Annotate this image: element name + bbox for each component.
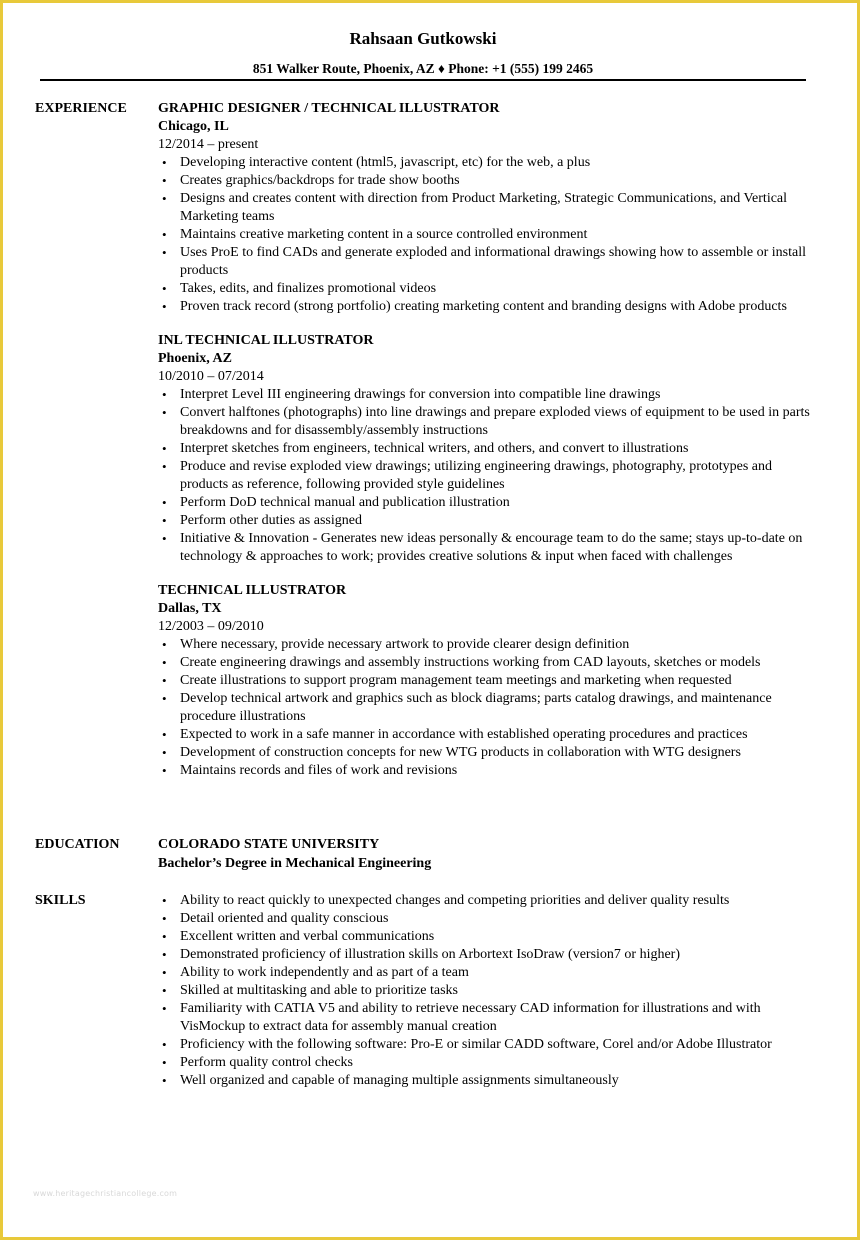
job-location: Chicago, IL xyxy=(158,119,229,134)
candidate-name: Rahsaan Gutkowski xyxy=(349,29,497,48)
skills-list xyxy=(158,892,818,1090)
list-item: • Interpret sketches from engineers, technical writers, and others, and convert to illustrations xyxy=(158,440,818,458)
job-location: Dallas, TX xyxy=(158,601,222,616)
job-dates: 10/2010 – 07/2014 xyxy=(158,369,264,384)
job-bullets xyxy=(158,386,818,566)
job-bullets xyxy=(158,154,818,316)
list-item: • Creates graphics/backdrops for trade show booths xyxy=(158,172,818,190)
list-item: • Expected to work in a safe manner in accordance with established operating procedures and practices xyxy=(158,726,818,744)
list-item: • Create illustrations to support program management team meetings and marketing when requested xyxy=(158,672,818,690)
list-item: • Well organized and capable of managing multiple assignments simultaneously xyxy=(158,1072,818,1090)
degree-name: Bachelor’s Degree in Mechanical Engineering xyxy=(158,856,432,871)
list-item: • Skilled at multitasking and able to prioritize tasks xyxy=(158,982,818,1000)
list-item: • Detail oriented and quality conscious xyxy=(158,910,818,928)
list-item: • Initiative & Innovation - Generates new ideas personally & encourage team to do the same; stays up-to-date on technology & approaches to work; provides creative solutions & input when faced with challenges xyxy=(158,530,818,566)
list-item: • Proven track record (strong portfolio) creating marketing content and branding designs with Adobe products xyxy=(158,298,818,316)
list-item: • Ability to work independently and as part of a team xyxy=(158,964,818,982)
watermark-text: www.heritagechristiancollege.com xyxy=(33,1189,178,1198)
list-item: • Perform quality control checks xyxy=(158,1054,818,1072)
school-name: COLORADO STATE UNIVERSITY xyxy=(158,837,380,852)
job-entry xyxy=(158,332,818,566)
section-heading-experience: EXPERIENCE xyxy=(35,101,127,116)
list-item: • Convert halftones (photographs) into line drawings and prepare exploded views of equipment to be used in parts breakdowns and for disassembly/assembly instructions xyxy=(158,404,818,440)
job-dates: 12/2014 – present xyxy=(158,137,259,152)
list-item: • Produce and revise exploded view drawings; utilizing engineering drawings, photography, prototypes and products as reference, following provided style guidelines xyxy=(158,458,818,494)
education-content xyxy=(158,836,818,874)
job-dates: 12/2003 – 09/2010 xyxy=(158,619,264,634)
list-item: • Where necessary, provide necessary artwork to provide clearer design definition xyxy=(158,636,818,654)
list-item: • Familiarity with CATIA V5 and ability to retrieve necessary CAD information for illustrations and with VisMockup to extract data for assembly manual creation xyxy=(158,1000,818,1036)
job-entry xyxy=(158,100,818,316)
list-item: • Proficiency with the following software: Pro-E or similar CADD software, Corel and/or Adobe Illustrator xyxy=(158,1036,818,1054)
job-entry xyxy=(158,582,818,780)
job-title: INL TECHNICAL ILLUSTRATOR xyxy=(158,333,374,348)
list-item: • Excellent written and verbal communications xyxy=(158,928,818,946)
list-item: • Takes, edits, and finalizes promotional videos xyxy=(158,280,818,298)
list-item: • Perform other duties as assigned xyxy=(158,512,818,530)
list-item: • Maintains records and files of work and revisions xyxy=(158,762,818,780)
resume-page xyxy=(3,3,857,1237)
job-location: Phoenix, AZ xyxy=(158,351,232,366)
list-item: • Demonstrated proficiency of illustration skills on Arbortext IsoDraw (version7 or higher) xyxy=(158,946,818,964)
skills-content xyxy=(158,892,818,1090)
list-item: • Create engineering drawings and assembly instructions working from CAD layouts, sketches or models xyxy=(158,654,818,672)
list-item: • Designs and creates content with direction from Product Marketing, Strategic Communications, and Vertical Marketing teams xyxy=(158,190,818,226)
job-title: TECHNICAL ILLUSTRATOR xyxy=(158,583,347,598)
list-item: • Interpret Level III engineering drawings for conversion into compatible line drawings xyxy=(158,386,818,404)
list-item: • Perform DoD technical manual and publication illustration xyxy=(158,494,818,512)
contact-line: 851 Walker Route, Phoenix, AZ ♦ Phone: +1 (555) 199 2465 xyxy=(252,61,594,76)
experience-content xyxy=(158,100,818,796)
job-title: GRAPHIC DESIGNER / TECHNICAL ILLUSTRATOR xyxy=(158,101,500,116)
list-item: • Develop technical artwork and graphics such as block diagrams; parts catalog drawings, and maintenance procedure illustrations xyxy=(158,690,818,726)
list-item: • Developing interactive content (html5, javascript, etc) for the web, a plus xyxy=(158,154,818,172)
list-item: • Ability to react quickly to unexpected changes and competing priorities and deliver quality results xyxy=(158,892,818,910)
list-item: • Uses ProE to find CADs and generate exploded and informational drawings showing how to assemble or install products xyxy=(158,244,818,280)
section-heading-skills: SKILLS xyxy=(35,893,86,908)
header-divider xyxy=(40,79,806,81)
job-bullets xyxy=(158,636,818,780)
list-item: • Development of construction concepts for new WTG products in collaboration with WTG designers xyxy=(158,744,818,762)
list-item: • Maintains creative marketing content in a source controlled environment xyxy=(158,226,818,244)
section-heading-education: EDUCATION xyxy=(35,837,120,852)
